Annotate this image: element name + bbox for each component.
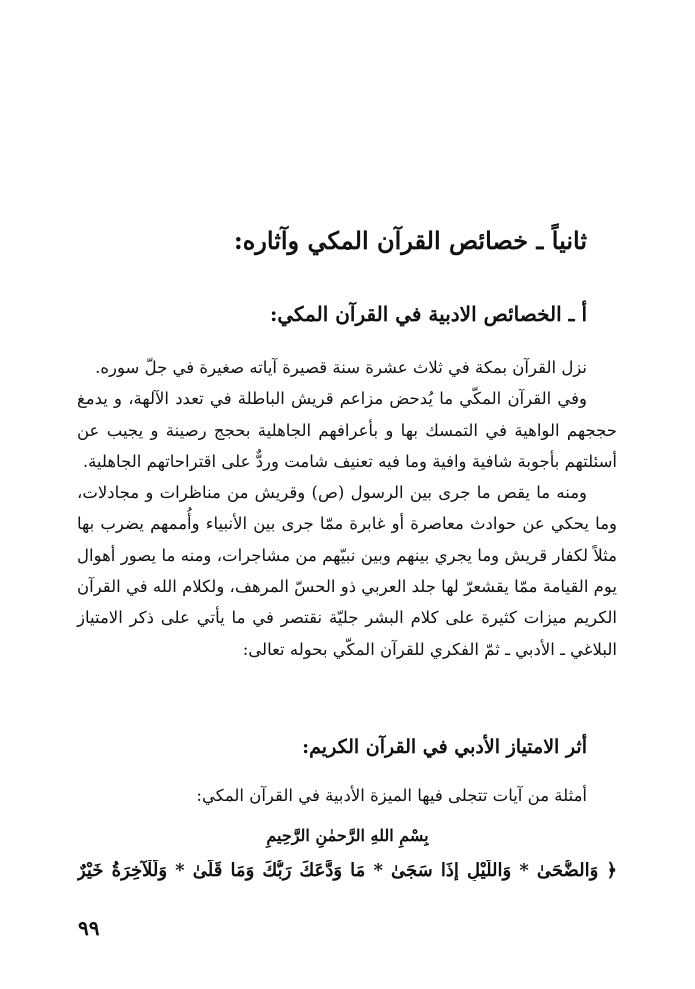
- section-heading: ثانياً ـ خصائص القرآن المكي وآثاره:: [233, 226, 587, 255]
- paragraph: وفي القرآن المكّي ما يُدحض مزاعم قريش الباطلة في تعدد الآلهة، و يدمغ حججهم الواهية في التمسك بها و بأعرافهم الجاهلية بحجج رصينة و يجيب عن أسئلتهم بأجوبة شافية وافية وما فيه تعنيف شامت وردٌّ على اقتراحاتهم الجاهلية.: [77, 389, 617, 471]
- subsection-heading: أ ـ الخصائص الادبية في القرآن المكي:: [269, 302, 587, 326]
- examples-intro: أمثلة من آيات تتجلى فيها الميزة الأدبية في القرآن المكي:: [196, 786, 587, 805]
- page-number: ٩٩: [78, 916, 100, 940]
- literary-excellence-heading: أثر الامتياز الأدبي في القرآن الكريم:: [302, 736, 587, 758]
- basmala: بِسْمِ اللهِ الرَّحمٰنِ الرَّحِيمِ: [266, 826, 429, 845]
- paragraph: نزل القرآن بمكة في ثلاث عشرة سنة قصيرة آياته صغيرة في جلّ سوره.: [95, 358, 587, 377]
- body-text: [77, 352, 617, 665]
- quran-verse: ﴿ وَالضُّحَىٰ * وَاللَّيْلِ إِذَا سَجَىٰ * مَا وَدَّعَكَ رَبُّكَ وَمَا قَلَىٰ * وَلَلْآخِرَةُ خَيْرٌ: [77, 860, 617, 881]
- paragraph: ومنه ما يقص ما جرى بين الرسول (ص) وقريش من مناظرات و مجادلات، وما يحكي عن حوادث معاصرة أو غابرة ممّا جرى بين الأنبياء وأُممهم يضرب بها مثلاً لكفار قريش وما يجري بينهم وبين نبيّهم من مشاجرات، ومنه ما يصور أهوال يوم القيامة ممّا يقشعرّ لها جلد العربي ذو الحسّ المرهف، ولكلام الله في القرآن الكريم ميزات كثيرة على كلام البشر جليّة نقتصر في ما يأتي على ذكر الامتياز البلاغي ـ الأدبي ـ ثمّ الفكري للقرآن المكّي بحوله تعالى:: [77, 483, 617, 659]
